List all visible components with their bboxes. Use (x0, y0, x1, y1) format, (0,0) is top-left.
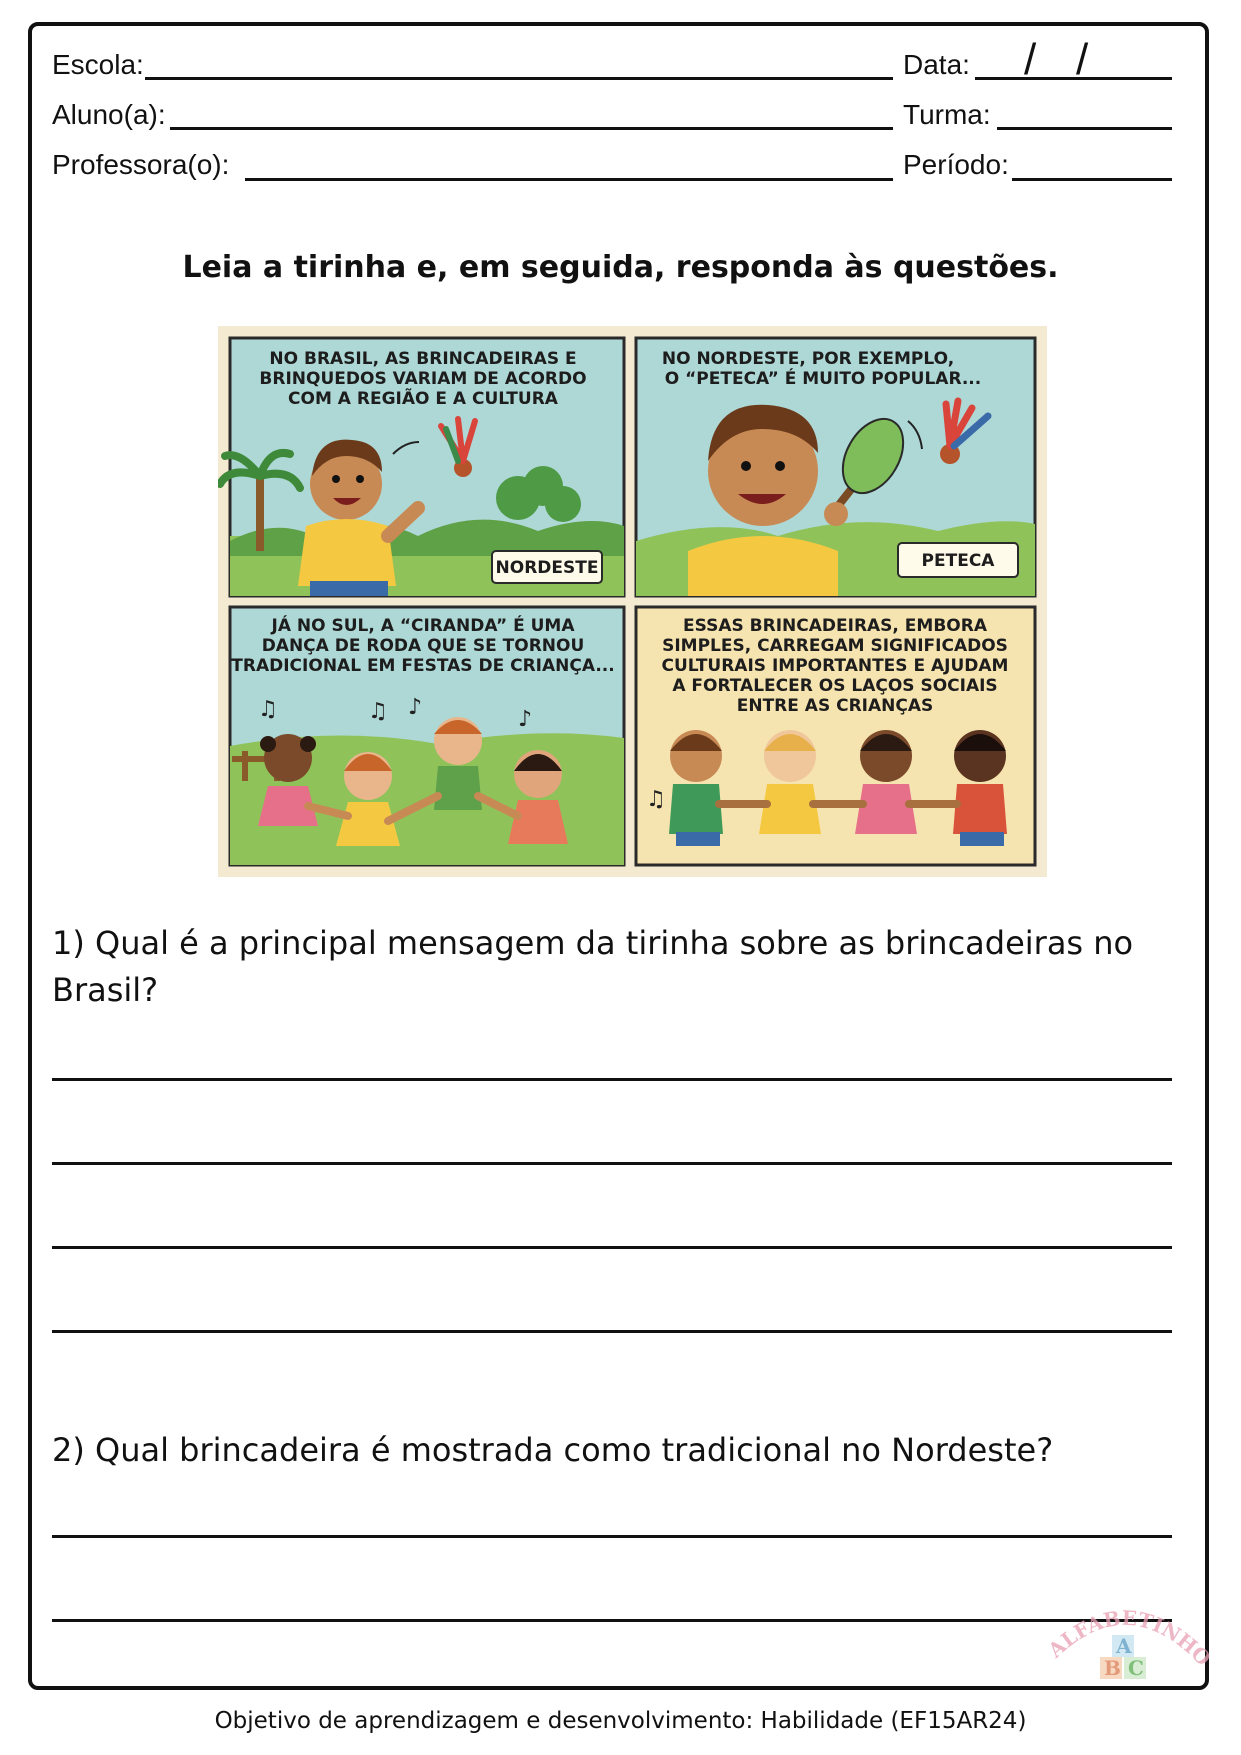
comic-panel-4 (636, 607, 1035, 865)
school-label: Escola: (52, 49, 144, 80)
panel-2-caption-line: NO NORDESTE, POR EXEMPLO, (661, 349, 955, 369)
comic-panel-1 (220, 338, 624, 596)
svg-text:♫: ♫ (368, 699, 388, 724)
svg-text:♪: ♪ (408, 695, 423, 720)
panel-1-caption-line: COM A REGIÃO E A CULTURA (288, 389, 558, 409)
date-label: Data: (903, 49, 970, 80)
student-label: Aluno(a): (52, 99, 166, 130)
teacher-label: Professora(o): (52, 149, 230, 180)
svg-text:♫: ♫ (258, 697, 278, 722)
school-field[interactable] (145, 77, 893, 80)
panel-1-caption-line: NO BRASIL, AS BRINCADEIRAS E (269, 349, 577, 369)
question-1: 1) Qual é a principal mensagem da tirinha sobre as brincadeiras no Brasil? (52, 924, 1134, 1009)
panel-3-caption-line: DANÇA DE RODA QUE SE TORNOU (261, 636, 585, 656)
svg-text:ALFABETINHO: ALFABETINH (1043, 1605, 1203, 1663)
comic-panel-3 (230, 607, 624, 865)
svg-text:C: C (1128, 1656, 1144, 1680)
answer-line[interactable] (52, 1246, 1172, 1249)
panel-4-caption-line: CULTURAIS IMPORTANTES E AJUDAM (661, 656, 1009, 676)
panel-4-caption-line: ENTRE AS CRIANÇAS (736, 696, 934, 716)
panel-4-caption-line: ESSAS BRINCADEIRAS, EMBORA (683, 616, 987, 636)
comic-strip (218, 326, 1047, 877)
panel-4-caption-line: A FORTALECER OS LAÇOS SOCIAIS (672, 676, 998, 696)
student-field[interactable] (170, 127, 893, 130)
panel-3-caption-line: TRADICIONAL EM FESTAS DE CRIANÇA... (231, 656, 615, 676)
footer-objective: Objetivo de aprendizagem e desenvolvimento: Habilidade (EF15AR24) (214, 1708, 1027, 1734)
panel-1-region-label: NORDESTE (495, 558, 599, 578)
period-label: Período: (903, 149, 1009, 180)
question-2: 2) Qual brincadeira é mostrada como tradicional no Nordeste? (52, 1431, 1054, 1469)
answer-line[interactable] (52, 1078, 1172, 1081)
panel-3-caption-line: JÁ NO SUL, A “CIRANDA” É UMA (271, 616, 575, 636)
teacher-field[interactable] (245, 178, 893, 181)
answer-line[interactable] (52, 1330, 1172, 1333)
svg-text:♫: ♫ (646, 787, 666, 812)
answer-line[interactable] (52, 1619, 1172, 1622)
panel-2-item-label: PETECA (921, 551, 995, 571)
date-slash: / (1024, 35, 1037, 84)
svg-text:B: B (1104, 1656, 1121, 1680)
svg-text:♪: ♪ (518, 707, 533, 732)
alfabetinho-logo (1040, 1595, 1210, 1685)
panel-4-caption-line: SIMPLES, CARREGAM SIGNIFICADOS (662, 636, 1008, 656)
panel-1-caption-line: BRINQUEDOS VARIAM DE ACORDO (259, 369, 587, 389)
class-field[interactable] (997, 127, 1172, 130)
date-slash: / (1076, 35, 1089, 84)
instruction: Leia a tirinha e, em seguida, responda às questões. (182, 250, 1059, 285)
comic-panel-2 (636, 338, 1035, 596)
panel-2-caption-line: O “PETECA” É MUITO POPULAR... (664, 369, 982, 389)
date-field[interactable] (975, 77, 1172, 80)
class-label: Turma: (903, 99, 991, 130)
answer-line[interactable] (52, 1535, 1172, 1538)
svg-text:A: A (1116, 1634, 1132, 1658)
answer-line[interactable] (52, 1162, 1172, 1165)
period-field[interactable] (1012, 178, 1172, 181)
